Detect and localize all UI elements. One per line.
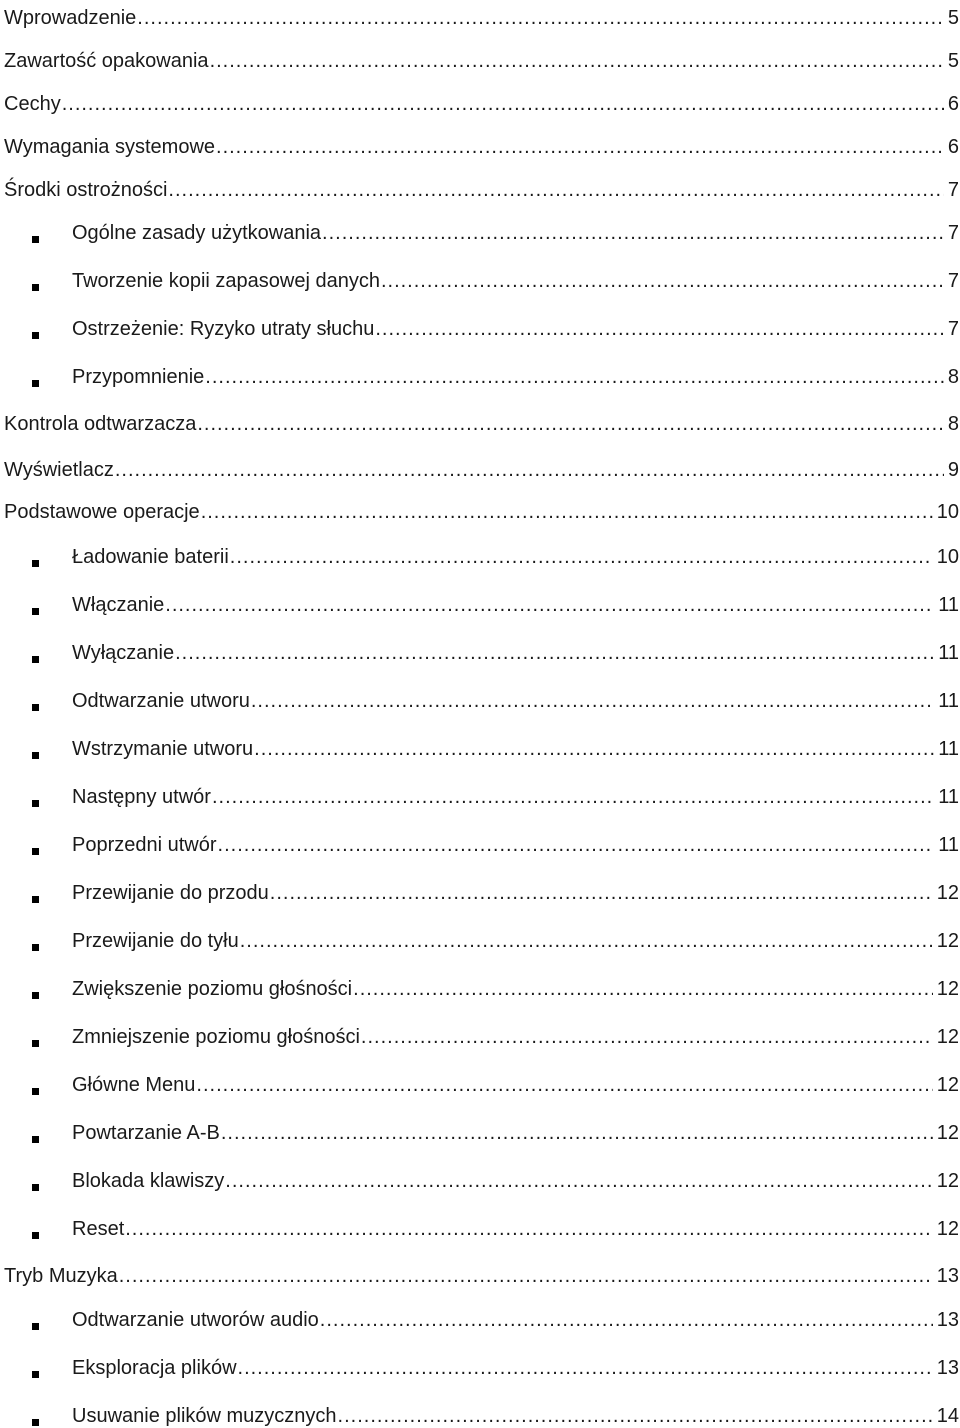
toc-entry-page-number: 12 — [936, 1122, 959, 1144]
dot-leader — [62, 92, 944, 116]
toc-entry[interactable] — [32, 1115, 959, 1145]
dot-leader — [137, 6, 944, 30]
toc-entry[interactable] — [32, 1350, 959, 1380]
dot-leader — [197, 412, 944, 436]
toc-entry-title: Ogólne zasady użytkowania — [72, 222, 322, 244]
toc-entry[interactable] — [32, 1019, 959, 1049]
toc-entry[interactable] — [32, 1398, 959, 1428]
toc-entry-title: Wstrzymanie utworu — [72, 738, 254, 760]
toc-entry-title: Główne Menu — [72, 1074, 196, 1096]
toc-entry[interactable] — [32, 635, 959, 665]
toc-entry-page-number: 12 — [936, 1026, 959, 1048]
toc-entry-title: Kontrola odtwarzacza — [4, 413, 197, 435]
square-bullet-icon — [32, 1419, 39, 1426]
toc-entry-page-number: 12 — [936, 930, 959, 952]
dot-leader — [240, 929, 933, 953]
toc-entry[interactable] — [32, 1211, 959, 1241]
toc-entry-page-number: 6 — [947, 93, 959, 115]
toc-entry[interactable] — [32, 539, 959, 569]
toc-entry[interactable] — [4, 172, 959, 202]
square-bullet-icon — [32, 236, 39, 243]
toc-entry-page-number: 7 — [947, 270, 959, 292]
toc-entry[interactable] — [4, 494, 959, 524]
square-bullet-icon — [32, 752, 39, 759]
dot-leader — [125, 1217, 933, 1241]
toc-entry-page-number: 7 — [947, 222, 959, 244]
toc-entry-title: Tworzenie kopii zapasowej danych — [72, 270, 380, 292]
dot-leader — [218, 833, 935, 857]
toc-entry-page-number: 8 — [947, 366, 959, 388]
toc-entry[interactable] — [4, 129, 959, 159]
toc-entry[interactable] — [32, 311, 959, 341]
toc-entry-page-number: 7 — [947, 179, 959, 201]
square-bullet-icon — [32, 1371, 39, 1378]
toc-entry-title: Zmniejszenie poziomu głośności — [72, 1026, 360, 1048]
toc-entry[interactable] — [4, 1258, 959, 1288]
toc-entry-page-number: 11 — [938, 690, 959, 712]
toc-entry-title: Przewijanie do przodu — [72, 882, 269, 904]
toc-entry-page-number: 14 — [936, 1405, 959, 1427]
dot-leader — [212, 785, 934, 809]
toc-entry-title: Wprowadzenie — [4, 7, 137, 29]
toc-entry-page-number: 12 — [936, 978, 959, 1000]
toc-entry-title: Zwiększenie poziomu głośności — [72, 978, 353, 1000]
square-bullet-icon — [32, 560, 39, 567]
toc-entry-title: Podstawowe operacje — [4, 501, 200, 523]
toc-entry-page-number: 8 — [947, 413, 959, 435]
dot-leader — [196, 1073, 932, 1097]
dot-leader — [375, 317, 944, 341]
toc-entry-page-number: 5 — [947, 50, 959, 72]
square-bullet-icon — [32, 1136, 39, 1143]
dot-leader — [205, 365, 944, 389]
toc-entry[interactable] — [4, 43, 959, 73]
toc-entry[interactable] — [4, 452, 959, 482]
dot-leader — [251, 689, 934, 713]
toc-entry-title: Reset — [72, 1218, 125, 1240]
toc-entry-page-number: 12 — [936, 1074, 959, 1096]
square-bullet-icon — [32, 1184, 39, 1191]
dot-leader — [353, 977, 933, 1001]
toc-entry-title: Ostrzeżenie: Ryzyko utraty słuchu — [72, 318, 375, 340]
toc-entry-title: Blokada klawiszy — [72, 1170, 225, 1192]
toc-entry[interactable] — [32, 1067, 959, 1097]
toc-entry-page-number: 11 — [938, 642, 959, 664]
toc-entry[interactable] — [32, 827, 959, 857]
toc-entry-page-number: 11 — [938, 594, 959, 616]
square-bullet-icon — [32, 944, 39, 951]
toc-entry-page-number: 11 — [938, 738, 959, 760]
toc-entry-page-number: 12 — [936, 882, 959, 904]
dot-leader — [238, 1356, 933, 1380]
toc-entry[interactable] — [32, 1163, 959, 1193]
dot-leader — [338, 1404, 933, 1428]
toc-entry[interactable] — [32, 923, 959, 953]
dot-leader — [175, 641, 934, 665]
toc-entry-title: Włączanie — [72, 594, 165, 616]
toc-entry-page-number: 7 — [947, 318, 959, 340]
dot-leader — [361, 1025, 933, 1049]
square-bullet-icon — [32, 848, 39, 855]
toc-entry[interactable] — [32, 215, 959, 245]
toc-entry-title: Ładowanie baterii — [72, 546, 229, 568]
toc-entry-page-number: 12 — [936, 1170, 959, 1192]
toc-entry-title: Powtarzanie A-B — [72, 1122, 220, 1144]
dot-leader — [168, 178, 943, 202]
square-bullet-icon — [32, 380, 39, 387]
square-bullet-icon — [32, 704, 39, 711]
square-bullet-icon — [32, 992, 39, 999]
toc-entry-page-number: 13 — [936, 1309, 959, 1331]
toc-entry-title: Wyłączanie — [72, 642, 175, 664]
dot-leader — [210, 49, 944, 73]
toc-entry[interactable] — [32, 1302, 959, 1332]
toc-entry[interactable] — [32, 875, 959, 905]
toc-entry-title: Wymagania systemowe — [4, 136, 216, 158]
square-bullet-icon — [32, 656, 39, 663]
toc-entry-title: Zawartość opakowania — [4, 50, 209, 72]
toc-entry-title: Tryb Muzyka — [4, 1265, 118, 1287]
toc-entry-title: Cechy — [4, 93, 61, 115]
toc-entry-page-number: 13 — [936, 1265, 959, 1287]
square-bullet-icon — [32, 1088, 39, 1095]
toc-entry-page-number: 10 — [936, 546, 959, 568]
toc-entry-title: Odtwarzanie utworu — [72, 690, 250, 712]
toc-entry-title: Przypomnienie — [72, 366, 205, 388]
toc-entry[interactable] — [32, 731, 959, 761]
toc-entry[interactable] — [32, 587, 959, 617]
dot-leader — [322, 221, 944, 245]
toc-entry[interactable] — [32, 779, 959, 809]
toc-entry-page-number: 13 — [936, 1357, 959, 1379]
dot-leader — [381, 269, 944, 293]
toc-entry[interactable] — [32, 683, 959, 713]
toc-entry-page-number: 12 — [936, 1218, 959, 1240]
square-bullet-icon — [32, 1323, 39, 1330]
dot-leader — [165, 593, 934, 617]
toc-entry[interactable] — [32, 971, 959, 1001]
dot-leader — [230, 545, 933, 569]
toc-entry-page-number: 6 — [947, 136, 959, 158]
dot-leader — [115, 458, 944, 482]
square-bullet-icon — [32, 608, 39, 615]
toc-entry-page-number: 11 — [938, 834, 959, 856]
toc-entry[interactable] — [4, 86, 959, 116]
square-bullet-icon — [32, 1040, 39, 1047]
dot-leader — [119, 1264, 933, 1288]
toc-entry-page-number: 10 — [936, 501, 959, 523]
toc-entry[interactable] — [4, 0, 959, 30]
dot-leader — [216, 135, 944, 159]
dot-leader — [254, 737, 934, 761]
toc-entry-title: Przewijanie do tyłu — [72, 930, 239, 952]
toc-entry-title: Odtwarzanie utworów audio — [72, 1309, 319, 1331]
toc-entry[interactable] — [32, 263, 959, 293]
dot-leader — [225, 1169, 932, 1193]
toc-entry-title: Wyświetlacz — [4, 459, 114, 481]
toc-entry-title: Usuwanie plików muzycznych — [72, 1405, 337, 1427]
dot-leader — [270, 881, 933, 905]
square-bullet-icon — [32, 896, 39, 903]
dot-leader — [201, 500, 933, 524]
toc-entry-title: Eksploracja plików — [72, 1357, 237, 1379]
dot-leader — [320, 1308, 933, 1332]
dot-leader — [221, 1121, 933, 1145]
toc-entry-page-number: 9 — [947, 459, 959, 481]
toc-entry-title: Następny utwór — [72, 786, 211, 808]
toc-entry-title: Poprzedni utwór — [72, 834, 217, 856]
toc-entry[interactable] — [4, 406, 959, 436]
square-bullet-icon — [32, 800, 39, 807]
square-bullet-icon — [32, 284, 39, 291]
toc-entry-page-number: 11 — [938, 786, 959, 808]
square-bullet-icon — [32, 1232, 39, 1239]
toc-entry[interactable] — [32, 359, 959, 389]
toc-entry-page-number: 5 — [947, 7, 959, 29]
toc-entry-title: Środki ostrożności — [4, 179, 168, 201]
square-bullet-icon — [32, 332, 39, 339]
